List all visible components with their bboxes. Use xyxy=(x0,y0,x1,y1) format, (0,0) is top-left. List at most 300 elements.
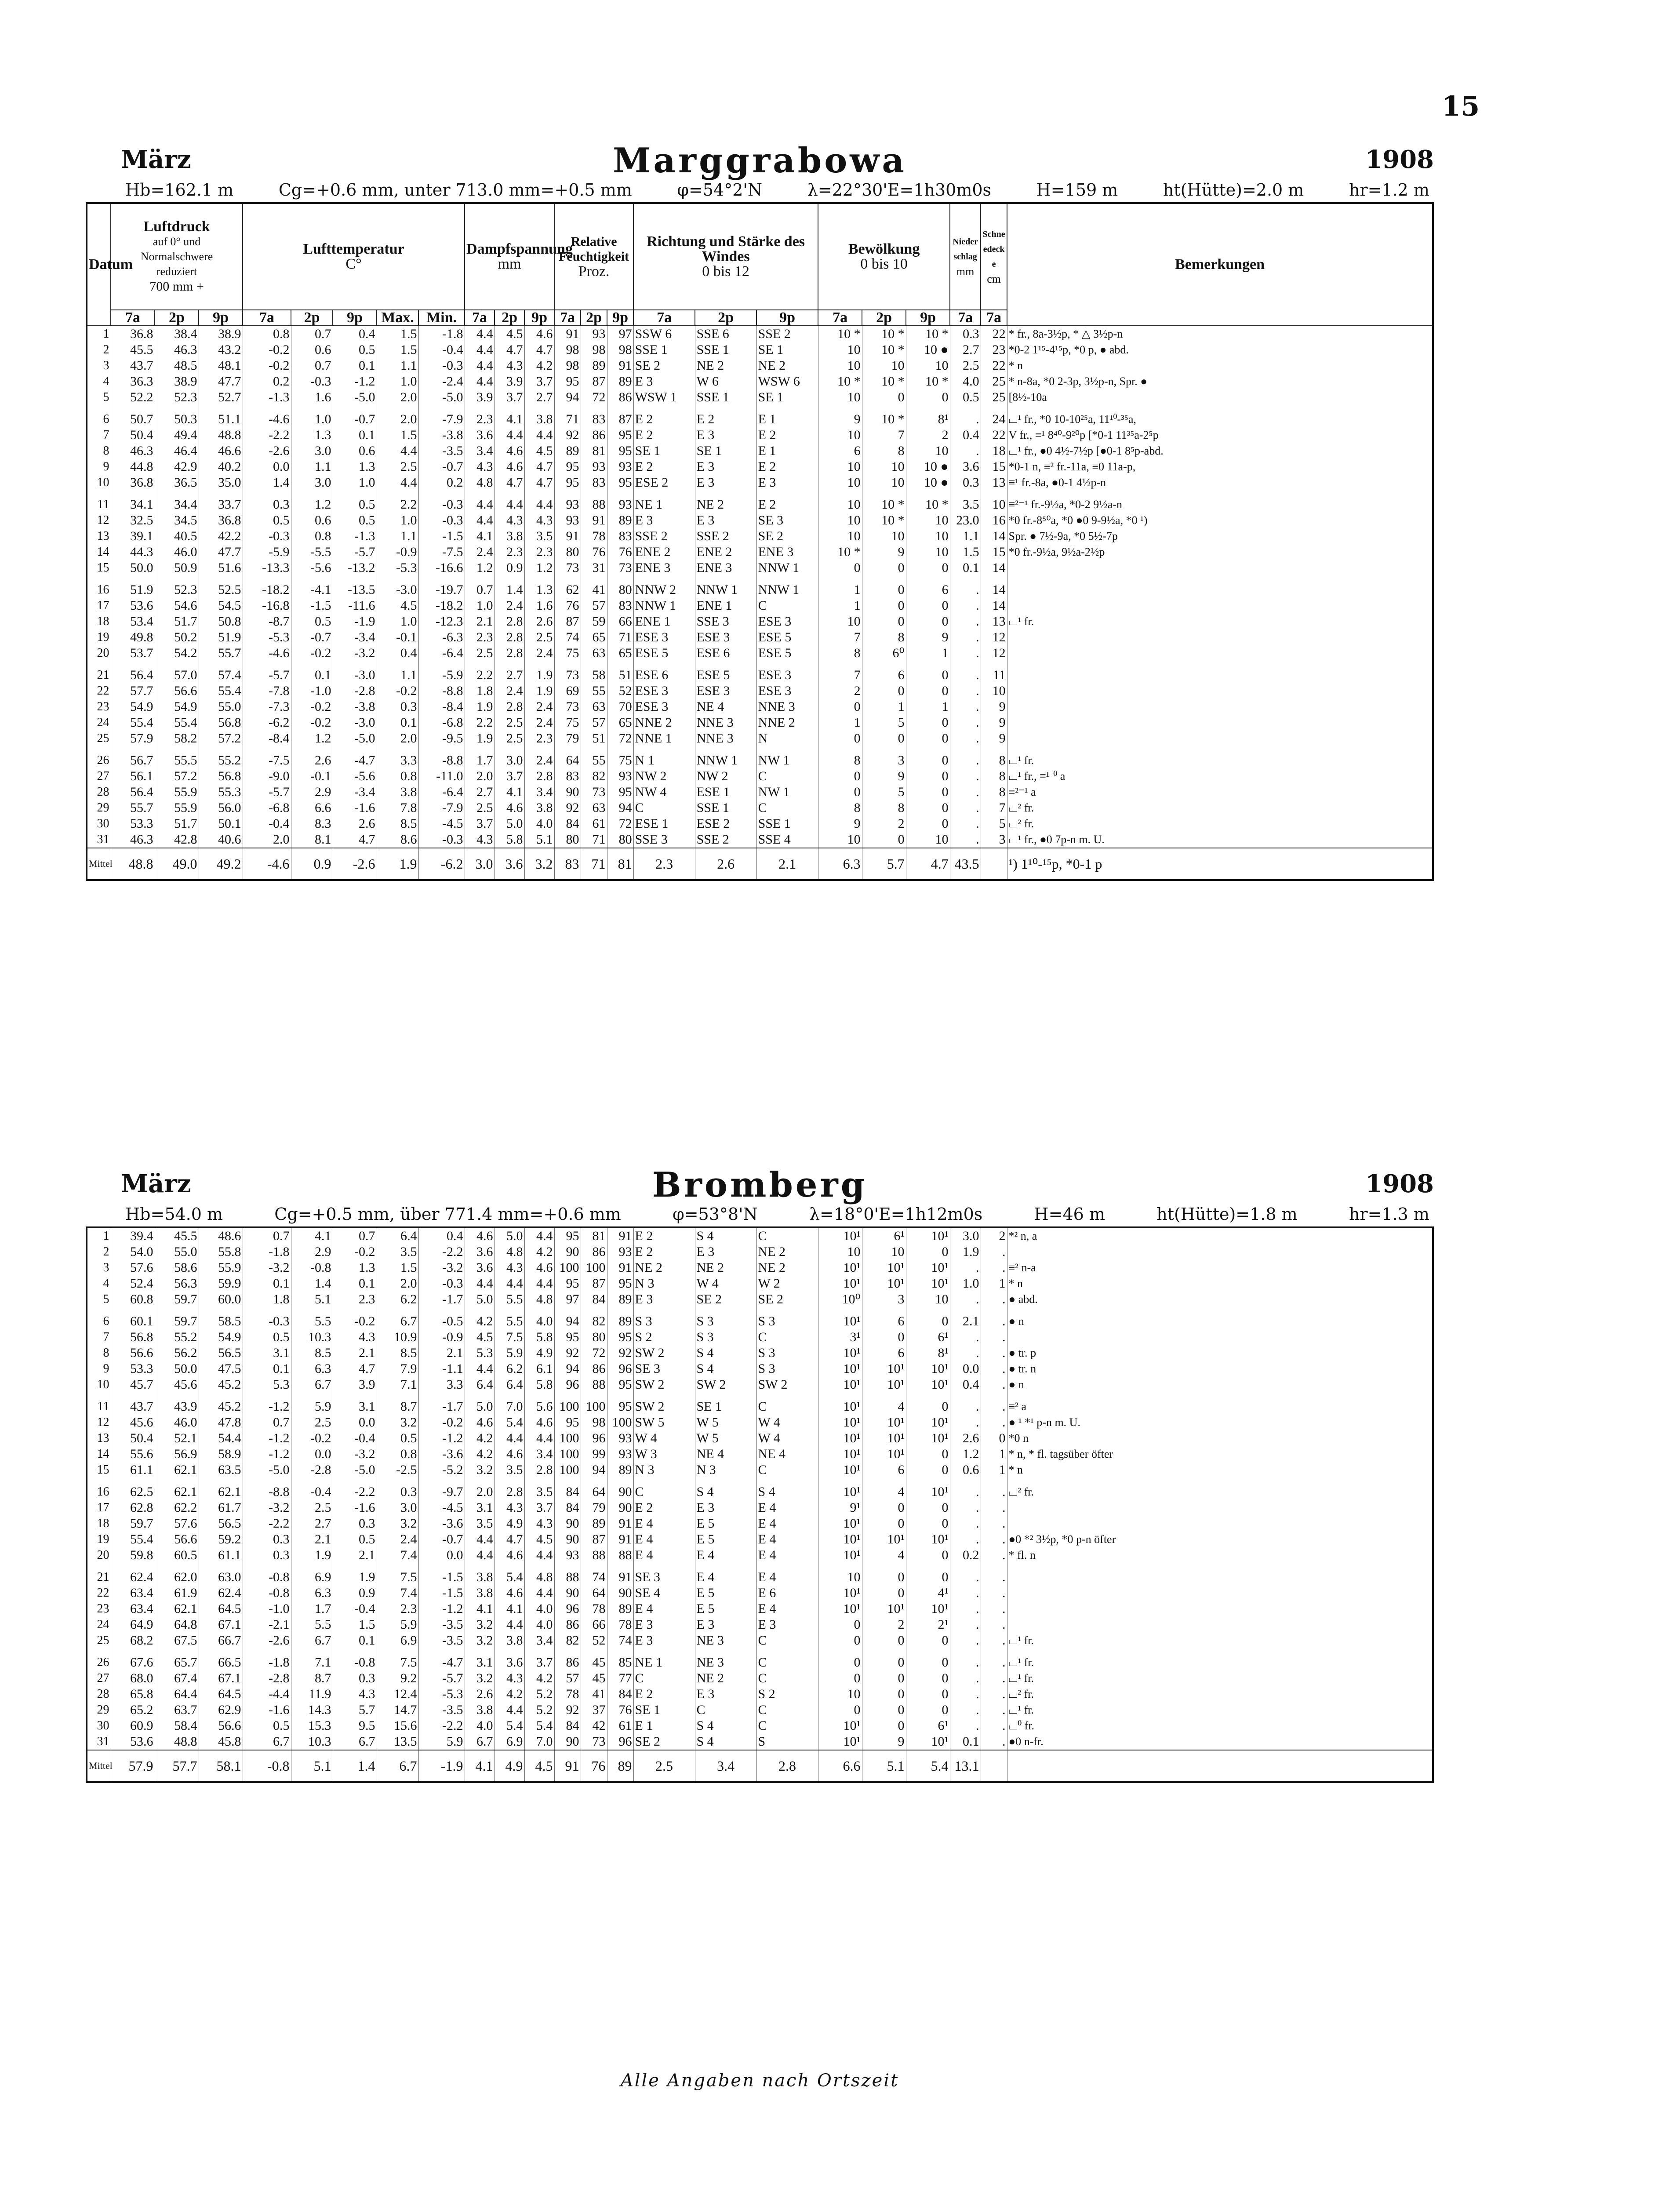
col-datum: Datum xyxy=(87,203,111,326)
gap-cell xyxy=(862,1393,906,1399)
header-luftdruck: Luftdruck xyxy=(143,218,210,235)
data-cell: 2.1 xyxy=(418,1345,465,1361)
data-cell: 95 xyxy=(554,1227,581,1244)
data-cell: -5.2 xyxy=(418,1462,465,1478)
data-cell: 1 xyxy=(906,699,950,715)
data-cell: 45.5 xyxy=(111,342,155,358)
data-cell: 9 xyxy=(862,768,906,784)
day-cell: 16 xyxy=(87,582,111,598)
data-cell: 0.6 xyxy=(291,513,333,528)
data-cell: 100 xyxy=(554,1462,581,1478)
data-cell: 67.6 xyxy=(111,1655,155,1670)
data-cell: 3.4 xyxy=(524,1446,554,1462)
gap-cell xyxy=(465,661,495,667)
data-cell: -0.7 xyxy=(418,1532,465,1547)
gap-cell xyxy=(818,491,862,497)
gap-cell xyxy=(495,746,524,753)
data-cell: 3.8 xyxy=(495,1633,524,1648)
gap-cell xyxy=(465,491,495,497)
data-cell: 5.2 xyxy=(524,1686,554,1702)
data-cell: -13.5 xyxy=(333,582,377,598)
data-cell: 4 xyxy=(862,1484,906,1500)
data-cell: -0.4 xyxy=(418,342,465,358)
mean-cell: -4.6 xyxy=(243,848,291,880)
gap-cell xyxy=(1007,1648,1433,1655)
remark-cell: ●0 n-fr. xyxy=(1007,1734,1433,1750)
gap-cell xyxy=(243,1563,291,1569)
gap-cell xyxy=(633,576,695,582)
gap-cell xyxy=(981,661,1007,667)
data-cell: 6.7 xyxy=(377,1314,418,1329)
data-cell: 6.3 xyxy=(291,1361,333,1377)
data-cell: 62.4 xyxy=(111,1569,155,1585)
data-cell: 0 xyxy=(862,560,906,576)
station-name: Marggrabowa xyxy=(613,141,907,181)
data-cell: 6.7 xyxy=(291,1633,333,1648)
data-cell: 4.4 xyxy=(465,1532,495,1547)
data-cell: 2.0 xyxy=(377,411,418,427)
data-cell: 3.2 xyxy=(465,1670,495,1686)
data-cell: 10¹ xyxy=(906,1484,950,1500)
remark-cell: * fr., 8a-3½p, * △ 3½p-n xyxy=(1007,326,1433,342)
data-cell: 44.3 xyxy=(111,544,155,560)
data-cell: E 5 xyxy=(695,1601,756,1617)
data-cell: 0.2 xyxy=(950,1547,981,1563)
day-cell: 27 xyxy=(87,768,111,784)
header-unit: Proz. xyxy=(578,263,610,280)
data-cell: SSE 1 xyxy=(695,342,756,358)
data-cell: 0 xyxy=(906,614,950,630)
data-cell: 45 xyxy=(581,1670,607,1686)
mean-cell: 89 xyxy=(607,1750,633,1782)
data-cell: 59.8 xyxy=(111,1547,155,1563)
data-cell: 7 xyxy=(818,630,862,645)
data-cell: E 4 xyxy=(633,1601,695,1617)
data-cell: 69 xyxy=(554,683,581,699)
table-row xyxy=(87,1686,1433,1702)
subcol-9p: 9p xyxy=(906,310,950,326)
data-cell: 4.3 xyxy=(495,1260,524,1276)
data-cell: NE 2 xyxy=(756,1244,818,1260)
data-cell: 16 xyxy=(981,513,1007,528)
gap-cell xyxy=(906,661,950,667)
data-cell: 0 xyxy=(818,699,862,715)
data-cell: 10 xyxy=(862,459,906,475)
data-cell: 10¹ xyxy=(906,1734,950,1750)
data-cell: 62.0 xyxy=(155,1569,199,1585)
mean-cell: 1.9 xyxy=(377,848,418,880)
data-cell: 80 xyxy=(581,1329,607,1345)
data-cell: 68.2 xyxy=(111,1633,155,1648)
gap-cell xyxy=(87,1478,111,1484)
data-cell: 62.1 xyxy=(199,1484,243,1500)
data-cell: 3.0 xyxy=(377,1500,418,1516)
data-cell: . xyxy=(981,1686,1007,1702)
data-cell: . xyxy=(950,816,981,832)
gap-cell xyxy=(495,1393,524,1399)
data-cell: 2.0 xyxy=(377,389,418,405)
data-cell: 2.6 xyxy=(291,753,333,768)
data-cell: 0.5 xyxy=(243,1329,291,1345)
gap-cell xyxy=(199,1563,243,1569)
data-cell: SE 1 xyxy=(695,443,756,459)
gap-cell xyxy=(418,746,465,753)
gap-cell xyxy=(155,1393,199,1399)
data-cell: 2.1 xyxy=(950,1314,981,1329)
data-cell: -2.2 xyxy=(243,1516,291,1532)
gap-cell xyxy=(87,576,111,582)
gap-cell xyxy=(465,405,495,411)
data-cell: 3.7 xyxy=(524,1500,554,1516)
table-row xyxy=(87,1601,1433,1617)
data-cell: 36.8 xyxy=(111,475,155,491)
data-cell: . xyxy=(950,1292,981,1307)
data-cell: 95 xyxy=(607,1329,633,1345)
table-row xyxy=(87,1462,1433,1478)
col-bewoelkung xyxy=(818,203,950,310)
day-cell: 28 xyxy=(87,1686,111,1702)
data-cell: 95 xyxy=(554,1329,581,1345)
data-cell: SSE 1 xyxy=(633,342,695,358)
remark-cell: V fr., ≡¹ 8⁴⁰-9²⁰p [*0-1 11³⁵a-2⁵p xyxy=(1007,427,1433,443)
data-cell: 0 xyxy=(862,1329,906,1345)
data-cell: 1.1 xyxy=(377,528,418,544)
mean-cell: 4.1 xyxy=(465,1750,495,1782)
gap-cell xyxy=(199,661,243,667)
remark-cell: ⌴¹ fr. xyxy=(1007,1633,1433,1648)
data-cell: -1.2 xyxy=(243,1446,291,1462)
data-cell: 6 xyxy=(862,667,906,683)
data-cell: 10¹ xyxy=(906,1361,950,1377)
data-cell: 9¹ xyxy=(818,1500,862,1516)
data-cell: 3.9 xyxy=(333,1377,377,1393)
data-cell: 3.6 xyxy=(465,427,495,443)
data-cell: 93 xyxy=(607,1446,633,1462)
gap-cell xyxy=(906,746,950,753)
data-cell: 100 xyxy=(581,1260,607,1276)
gap-cell xyxy=(87,661,111,667)
gap-cell xyxy=(377,1393,418,1399)
data-cell: 3.0 xyxy=(291,443,333,459)
gap-cell xyxy=(495,1307,524,1314)
data-cell: 61 xyxy=(607,1718,633,1734)
meta-item: Hb=162.1 m xyxy=(125,180,234,200)
data-cell: 0 xyxy=(906,1670,950,1686)
day-cell: 11 xyxy=(87,497,111,513)
data-cell: -1.9 xyxy=(333,614,377,630)
data-cell: 4.4 xyxy=(524,1227,554,1244)
mean-cell: 0.9 xyxy=(291,848,333,880)
table-row xyxy=(87,667,1433,683)
data-cell: 1 xyxy=(906,645,950,661)
data-cell: 82 xyxy=(581,1314,607,1329)
data-cell: -0.3 xyxy=(418,358,465,374)
day-cell: 1 xyxy=(87,326,111,342)
mean-cell: 2.1 xyxy=(756,848,818,880)
data-cell: 65 xyxy=(581,630,607,645)
mean-cell: 3.0 xyxy=(465,848,495,880)
data-cell: . xyxy=(950,1415,981,1430)
day-cell: 25 xyxy=(87,1633,111,1648)
data-cell: 4.0 xyxy=(524,1617,554,1633)
data-cell: 67.5 xyxy=(155,1633,199,1648)
data-cell: 56.3 xyxy=(155,1276,199,1292)
table-row xyxy=(87,699,1433,715)
data-cell: 1.0 xyxy=(377,614,418,630)
data-cell: 4.4 xyxy=(465,513,495,528)
data-cell: 2.1 xyxy=(333,1547,377,1563)
data-cell: 0 xyxy=(906,560,950,576)
data-cell: 0.9 xyxy=(495,560,524,576)
data-cell: -5.6 xyxy=(291,560,333,576)
data-cell: 64 xyxy=(554,753,581,768)
data-cell: 10 xyxy=(906,513,950,528)
data-cell: 4.4 xyxy=(377,475,418,491)
gap-cell xyxy=(243,1648,291,1655)
data-cell: 10¹ xyxy=(818,1462,862,1478)
data-cell: S 2 xyxy=(633,1329,695,1345)
data-cell: 4.6 xyxy=(495,443,524,459)
data-cell: 2.1 xyxy=(291,1532,333,1547)
data-cell: 2.8 xyxy=(495,645,524,661)
data-cell: E 3 xyxy=(633,1633,695,1648)
data-cell: 96 xyxy=(554,1601,581,1617)
data-cell: 0 xyxy=(862,1500,906,1516)
data-cell: 5.8 xyxy=(495,832,524,848)
data-cell: 0 xyxy=(906,1446,950,1462)
subcol-2p: 2p xyxy=(581,310,607,326)
data-cell: 2.1 xyxy=(333,1345,377,1361)
data-cell: 2.8 xyxy=(524,1462,554,1478)
row-gap xyxy=(87,661,1433,667)
data-cell: . xyxy=(950,630,981,645)
data-cell: 4.5 xyxy=(524,1532,554,1547)
data-cell: 0.5 xyxy=(291,614,333,630)
data-cell: -0.8 xyxy=(333,1655,377,1670)
data-cell: 10¹ xyxy=(818,1547,862,1563)
data-cell: NW 4 xyxy=(633,784,695,800)
data-cell: . xyxy=(981,1345,1007,1361)
data-cell: 0.0 xyxy=(333,1415,377,1430)
data-cell: . xyxy=(981,1244,1007,1260)
gap-cell xyxy=(607,1393,633,1399)
data-cell: 4.3 xyxy=(495,513,524,528)
data-cell: -3.8 xyxy=(333,699,377,715)
gap-cell xyxy=(291,1307,333,1314)
data-cell: -3.0 xyxy=(333,715,377,731)
data-cell: 4.2 xyxy=(465,1430,495,1446)
remark-cell xyxy=(1007,715,1433,731)
data-cell: 0 xyxy=(906,667,950,683)
data-cell: 10 xyxy=(818,1569,862,1585)
data-cell: 55.7 xyxy=(199,645,243,661)
year-label: 1908 xyxy=(1365,145,1434,174)
data-cell: 10⁰ xyxy=(818,1292,862,1307)
data-cell: S 4 xyxy=(695,1718,756,1734)
gap-cell xyxy=(333,576,377,582)
data-cell: . xyxy=(950,443,981,459)
gap-cell xyxy=(155,1307,199,1314)
data-cell: 100 xyxy=(554,1260,581,1276)
day-cell: 30 xyxy=(87,816,111,832)
data-cell: 50.0 xyxy=(111,560,155,576)
data-cell: 96 xyxy=(581,1430,607,1446)
data-cell: 2.5 xyxy=(524,630,554,645)
col-wind xyxy=(633,203,818,310)
data-cell: 5.7 xyxy=(333,1702,377,1718)
data-cell: 100 xyxy=(554,1446,581,1462)
data-cell: 4.7 xyxy=(524,475,554,491)
data-cell: 92 xyxy=(607,1345,633,1361)
data-cell: 9 xyxy=(906,630,950,645)
data-cell: 78 xyxy=(581,528,607,544)
data-cell: 1.9 xyxy=(524,683,554,699)
data-cell: SSE 2 xyxy=(756,326,818,342)
subcol-9p: 9p xyxy=(756,310,818,326)
gap-cell xyxy=(111,746,155,753)
data-cell: E 2 xyxy=(695,411,756,427)
data-cell: 1.2 xyxy=(524,560,554,576)
remark-cell xyxy=(1007,683,1433,699)
remark-cell xyxy=(1007,1329,1433,1345)
remark-cell: ⌴¹ fr. xyxy=(1007,1655,1433,1670)
data-cell: 7 xyxy=(981,800,1007,816)
data-cell: -0.4 xyxy=(291,1484,333,1500)
data-cell: 67.1 xyxy=(199,1670,243,1686)
data-cell: 1.2 xyxy=(950,1446,981,1462)
data-cell: ESE 3 xyxy=(633,699,695,715)
data-cell: 60.1 xyxy=(111,1314,155,1329)
data-cell: 4.0 xyxy=(524,1601,554,1617)
data-cell: 2.5 xyxy=(950,358,981,374)
data-cell: 55.9 xyxy=(199,1260,243,1276)
data-cell: SW 2 xyxy=(633,1377,695,1393)
data-cell: 65.7 xyxy=(155,1655,199,1670)
data-cell: 0 xyxy=(906,1633,950,1648)
data-cell: 5.4 xyxy=(495,1569,524,1585)
data-cell: SE 2 xyxy=(633,358,695,374)
data-cell: 56.6 xyxy=(111,1345,155,1361)
data-cell: 1.6 xyxy=(524,598,554,614)
data-cell: 88 xyxy=(581,1547,607,1563)
table-row xyxy=(87,1500,1433,1516)
table-row xyxy=(87,598,1433,614)
data-cell: 38.9 xyxy=(155,374,199,389)
data-cell: . xyxy=(950,753,981,768)
mean-cell: 83 xyxy=(554,848,581,880)
data-cell: 4.4 xyxy=(495,1702,524,1718)
data-cell: 0.4 xyxy=(418,1227,465,1244)
data-cell: 53.6 xyxy=(111,1734,155,1750)
data-cell: 90 xyxy=(554,1532,581,1547)
data-cell: -5.7 xyxy=(243,784,291,800)
gap-cell xyxy=(981,1393,1007,1399)
data-cell: 0 xyxy=(906,683,950,699)
col-bemerkungen: Bemerkungen xyxy=(1007,203,1433,326)
data-cell: ESE 3 xyxy=(756,667,818,683)
data-cell: 2.3 xyxy=(465,411,495,427)
mean-cell: 71 xyxy=(581,848,607,880)
col-dampf xyxy=(465,203,573,310)
data-cell: -3.2 xyxy=(243,1500,291,1516)
table-row xyxy=(87,326,1433,342)
data-cell: 8.5 xyxy=(291,1345,333,1361)
data-cell: 3.5 xyxy=(524,1484,554,1500)
data-cell: 2 xyxy=(981,1227,1007,1244)
remark-cell: [8½-10a xyxy=(1007,389,1433,405)
data-cell: 11.9 xyxy=(291,1686,333,1702)
data-cell: 10¹ xyxy=(818,1430,862,1446)
data-cell: . xyxy=(950,411,981,427)
data-cell: 0 xyxy=(906,1462,950,1478)
data-cell: . xyxy=(981,1532,1007,1547)
day-cell: 22 xyxy=(87,683,111,699)
data-cell: -6.2 xyxy=(243,715,291,731)
gap-cell xyxy=(524,661,554,667)
header-bew: Bewölkung xyxy=(848,241,920,257)
data-cell: -3.5 xyxy=(418,1617,465,1633)
data-cell: 50.7 xyxy=(111,411,155,427)
data-cell: 4 xyxy=(862,1399,906,1415)
data-cell: 2.5 xyxy=(291,1415,333,1430)
data-cell: 55.4 xyxy=(111,715,155,731)
gap-cell xyxy=(633,1563,695,1569)
data-cell: -19.7 xyxy=(418,582,465,598)
data-cell: -0.2 xyxy=(291,699,333,715)
data-cell: -6.8 xyxy=(243,800,291,816)
gap-cell xyxy=(607,576,633,582)
data-cell: 51 xyxy=(607,667,633,683)
day-cell: 8 xyxy=(87,1345,111,1361)
gap-cell xyxy=(554,1648,581,1655)
data-cell: 0 xyxy=(906,1569,950,1585)
data-cell: 10 xyxy=(906,528,950,544)
mean-cell: -1.9 xyxy=(418,1750,465,1782)
data-cell: 10¹ xyxy=(818,1276,862,1292)
data-cell: 53.3 xyxy=(111,1361,155,1377)
data-cell: 4.7 xyxy=(495,342,524,358)
data-cell: 1 xyxy=(981,1276,1007,1292)
data-cell: -1.2 xyxy=(333,374,377,389)
data-cell: 93 xyxy=(607,768,633,784)
gap-cell xyxy=(607,746,633,753)
data-cell: 0.7 xyxy=(291,326,333,342)
data-cell: 0 xyxy=(862,1670,906,1686)
data-cell: 10¹ xyxy=(818,1484,862,1500)
remark-cell: ⌴¹ fr. xyxy=(1007,1670,1433,1686)
data-cell: 0 xyxy=(862,1585,906,1601)
data-cell: . xyxy=(950,1532,981,1547)
table-row xyxy=(87,1670,1433,1686)
data-cell: 2.7 xyxy=(291,1516,333,1532)
remark-cell: ⌴¹ fr., ≡¹⁻⁰ a xyxy=(1007,768,1433,784)
data-cell: ESE 5 xyxy=(756,630,818,645)
data-cell: 1.0 xyxy=(950,1276,981,1292)
data-cell: 7.8 xyxy=(377,800,418,816)
gap-cell xyxy=(1007,1393,1433,1399)
data-cell: 34.1 xyxy=(111,497,155,513)
data-cell: 10 xyxy=(818,528,862,544)
gap-cell xyxy=(465,1478,495,1484)
data-cell: 0.4 xyxy=(333,326,377,342)
data-cell: 4.4 xyxy=(524,427,554,443)
gap-cell xyxy=(756,405,818,411)
gap-cell xyxy=(695,1307,756,1314)
data-cell: 74 xyxy=(554,630,581,645)
data-cell: 3 xyxy=(862,753,906,768)
remark-cell: ● tr. p xyxy=(1007,1345,1433,1361)
data-cell: 6⁰ xyxy=(862,645,906,661)
